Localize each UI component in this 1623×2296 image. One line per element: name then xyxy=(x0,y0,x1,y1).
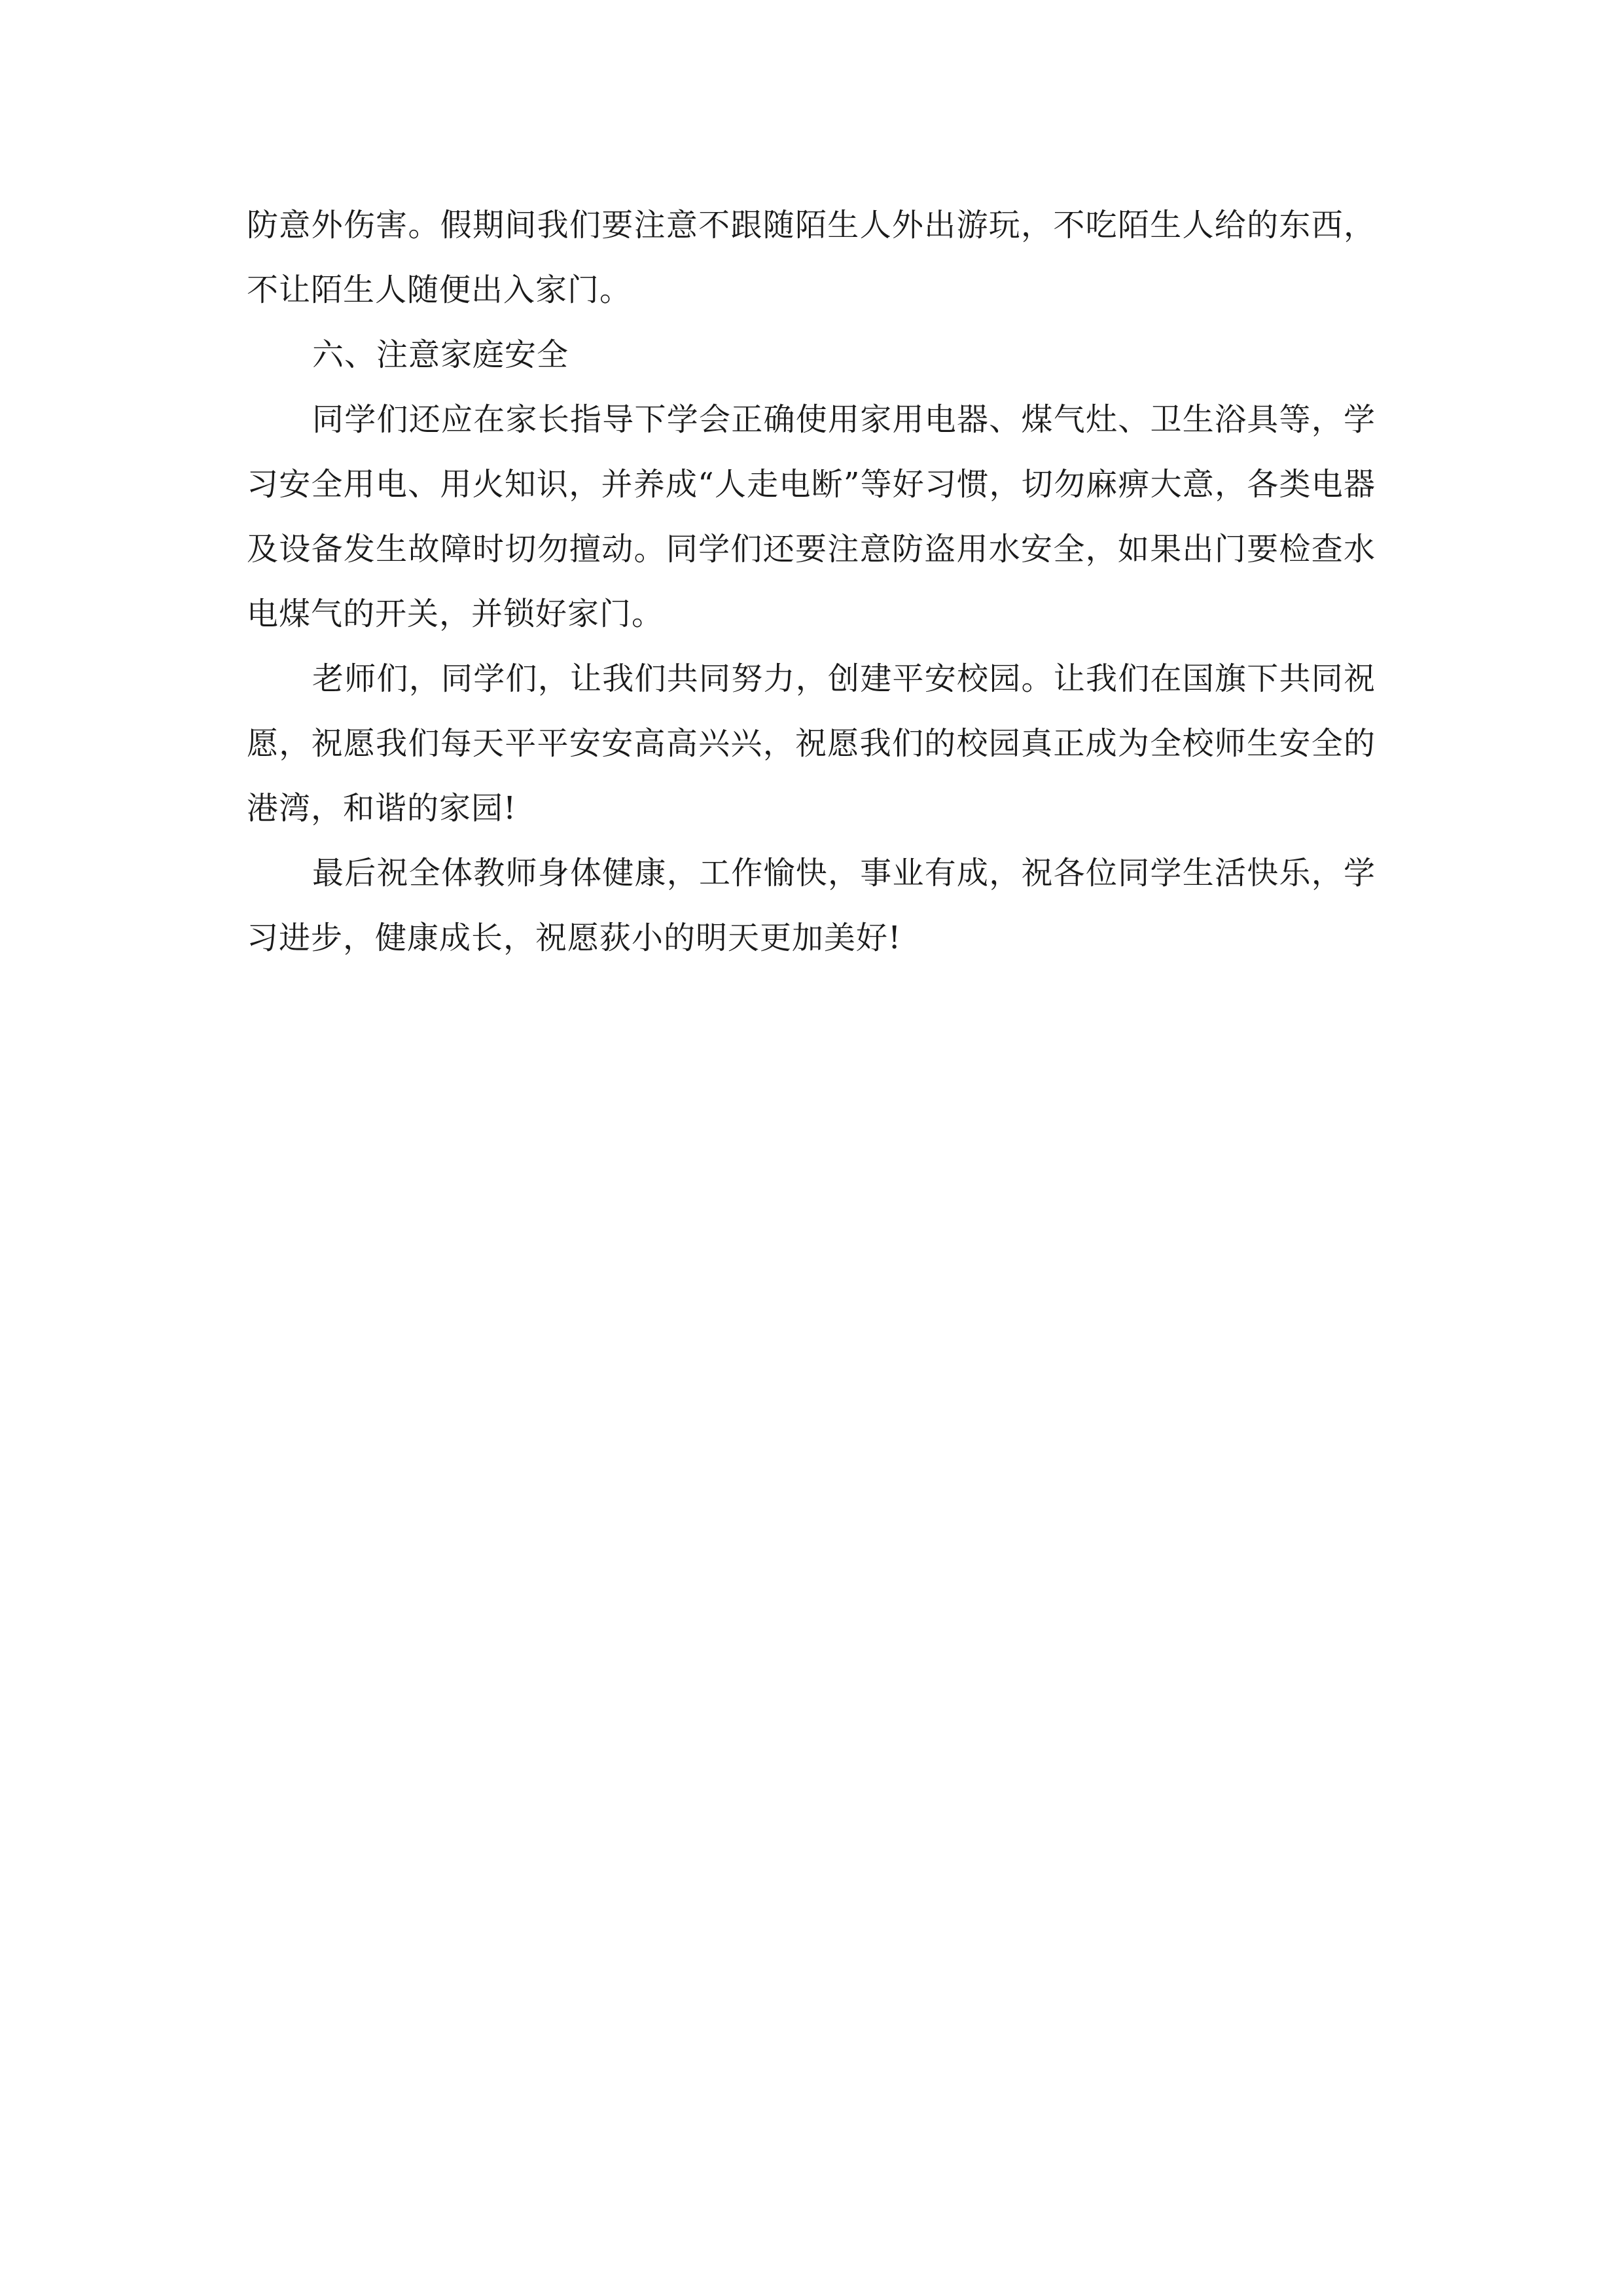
document-body xyxy=(247,193,1376,971)
paragraph-closing-wishes: 最后祝全体教师身体健康，工作愉快，事业有成，祝各位同学生活快乐，学习进步，健康成长，祝愿荻小的明天更加美好! xyxy=(247,855,1376,956)
section-heading: 六、注意家庭安全 xyxy=(312,336,569,373)
paragraph-home-safety: 同学们还应在家长指导下学会正确使用家用电器、煤气灶、卫生浴具等，学习安全用电、用火知识，并养成“人走电断”等好习惯，切勿麻痹大意，各类电器及设备发生故障时切勿擅动。同学们还要注意防盗用水安全，如果出门要检查水电煤气的开关，并锁好家门。 xyxy=(247,401,1376,632)
paragraph-continuation: 防意外伤害。假期间我们要注意不跟随陌生人外出游玩，不吃陌生人给的东西，不让陌生人随便出入家门。 xyxy=(247,207,1376,308)
paragraph-closing-appeal: 老师们，同学们，让我们共同努力，创建平安校园。让我们在国旗下共同祝愿，祝愿我们每天平平安安高高兴兴，祝愿我们的校园真正成为全校师生安全的港湾，和谐的家园! xyxy=(247,660,1376,827)
